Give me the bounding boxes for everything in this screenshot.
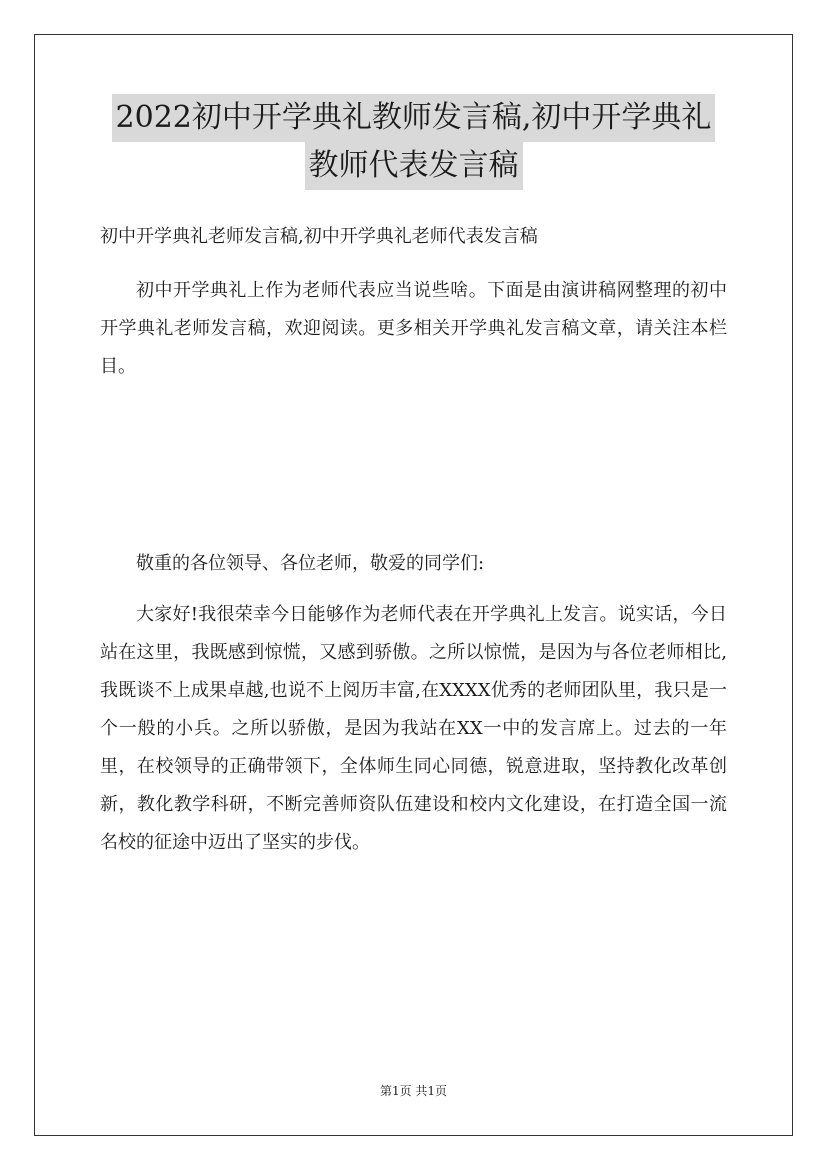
intro-paragraph: 初中开学典礼上作为老师代表应当说些啥。下面是由演讲稿网整理的初中开学典礼老师发言稿，欢迎阅读。更多相关开学典礼发言稿文章，请关注本栏目。 bbox=[100, 280, 727, 377]
document-title bbox=[100, 94, 727, 190]
body-paragraph: 大家好!我很荣幸今日能够作为老师代表在开学典礼上发言。说实话，今日站在这里，我既感到惊慌，又感到骄傲。之所以惊慌，是因为与各位老师相比,我既谈不上成果卓越,也说不上阅历丰富,在XXXX优秀的老师团队里，我只是一个一般的小兵。之所以骄傲，是因为我站在XX一中的发言席上。过去的一年里，在校领导的正确带领下，全体师生同心同德，锐意进取，坚持教化改革创新，教化教学科研，不断完善师资队伍建设和校内文化建设，在打造全国一流名校的征途中迈出了坚实的步伐。 bbox=[100, 604, 727, 853]
document-subtitle: 初中开学典礼老师发言稿,初中开学典礼老师代表发言稿 bbox=[100, 226, 538, 247]
document-title-line-2: 教师代表发言稿 bbox=[305, 142, 523, 190]
page-border bbox=[34, 34, 793, 1136]
greeting-paragraph: 敬重的各位领导、各位老师，敬爱的同学们: bbox=[136, 553, 485, 574]
page-footer: 第1页 共1页 bbox=[379, 1084, 448, 1098]
document-title-line-1: 2022初中开学典礼教师发言稿,初中开学典礼 bbox=[112, 94, 716, 142]
